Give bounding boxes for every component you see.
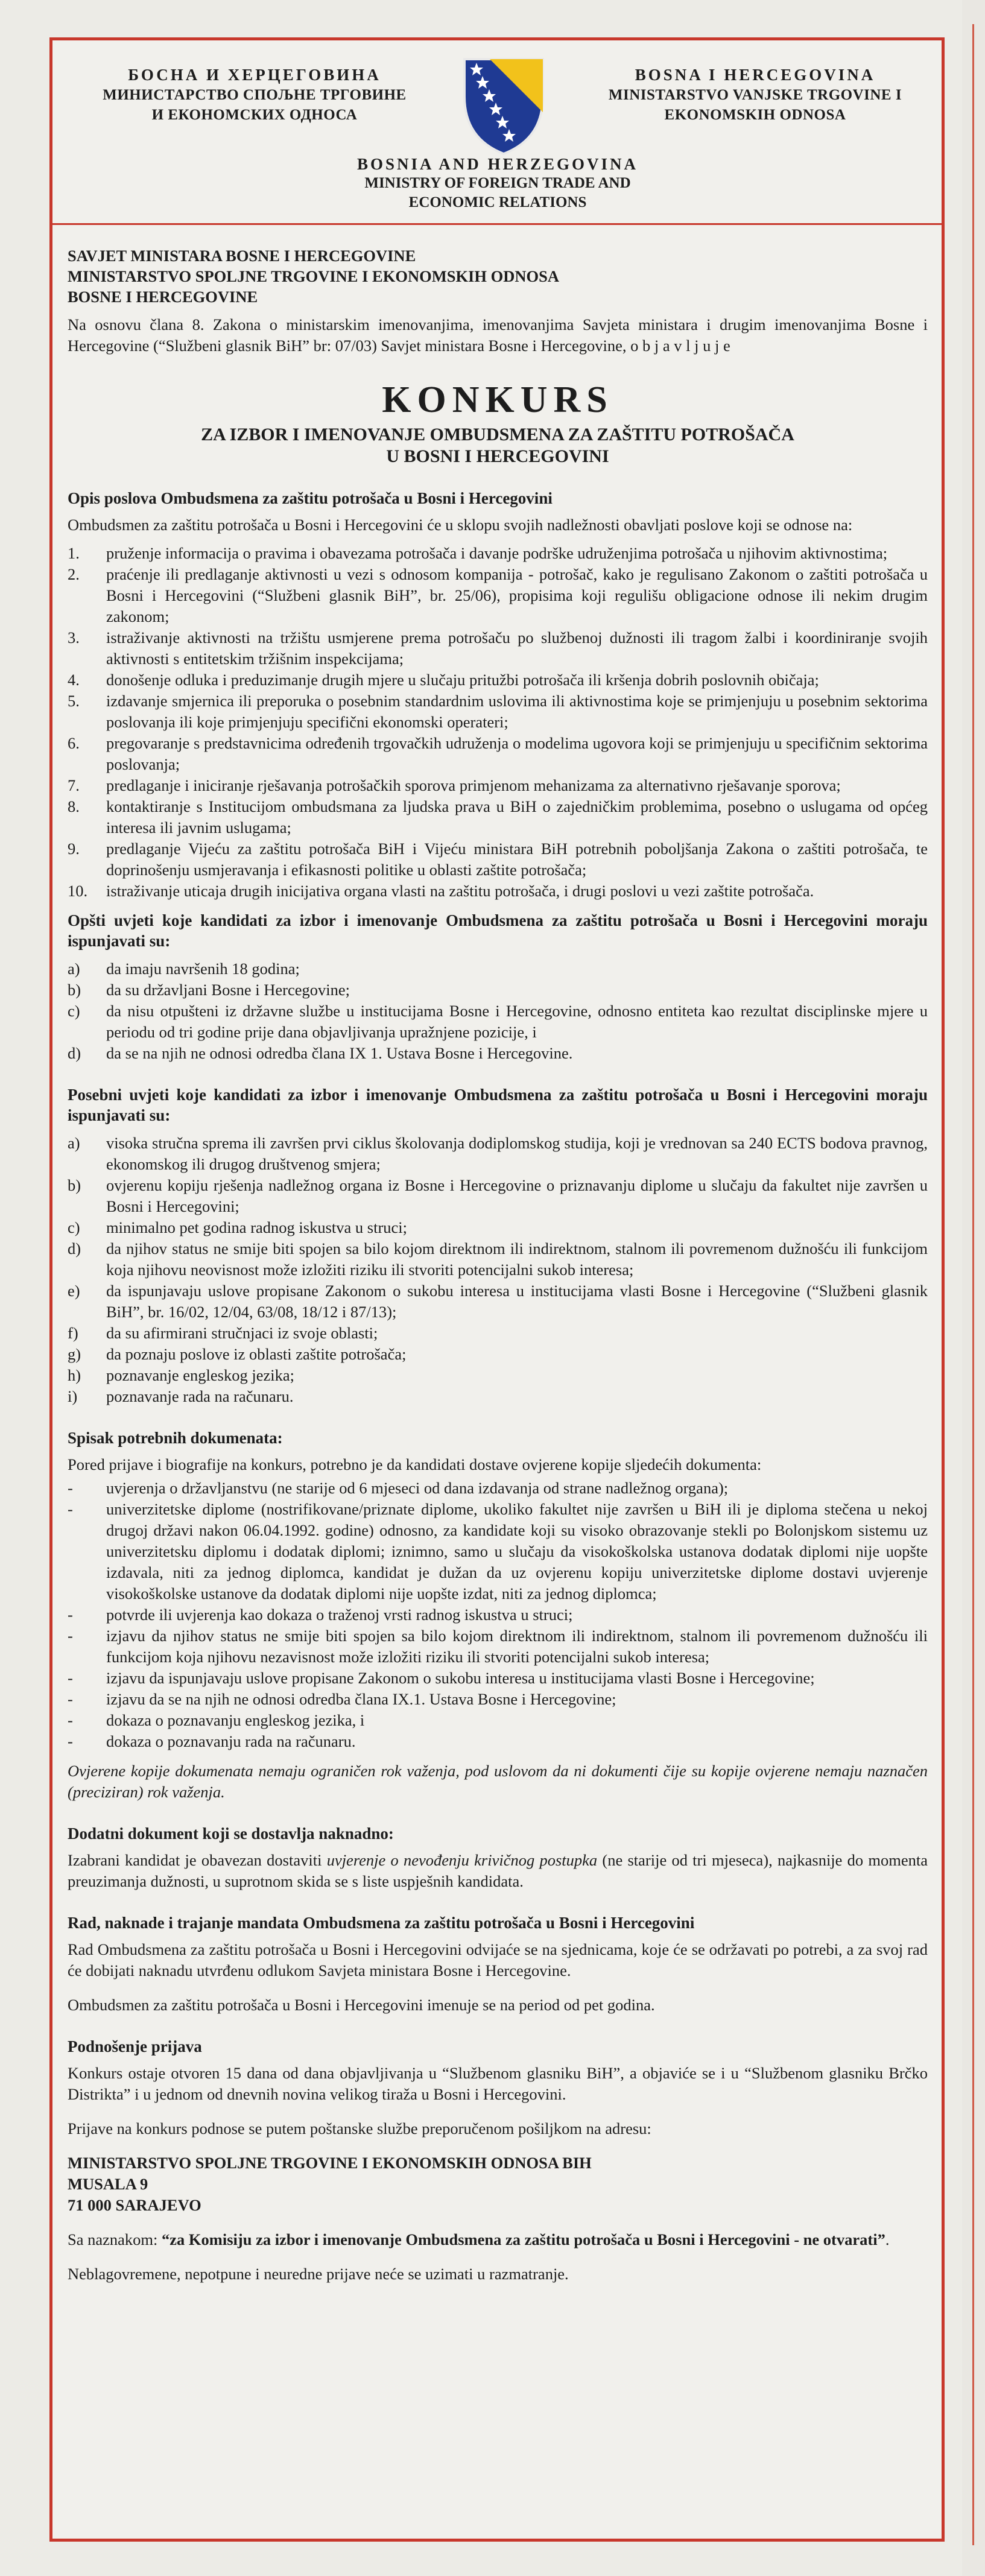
list-marker: 6. [68, 734, 80, 752]
list-marker: e) [68, 1282, 80, 1300]
list-marker: f) [68, 1324, 78, 1342]
list-marker: d) [68, 1239, 81, 1258]
adjacent-frame-edge [972, 24, 974, 2545]
text-span: (ne starije od tri mjeseca), najkasnije do momenta preuzimanja dužnosti, u suprotnom skida se s liste uspješnih kandidata. [68, 1851, 928, 1890]
list-marker: a) [68, 1134, 80, 1152]
section-heading-documents: Spisak potrebnih dokumenata: [68, 1429, 283, 1447]
header-lat-line-2: MINISTARSTVO VANJSKE TRGOVINE I [608, 87, 902, 103]
special-condition-item [68, 1323, 928, 1344]
general-condition-item [68, 1043, 928, 1064]
header-cyr-line-3: И ЕКОНОМСКИХ ОДНОСА [151, 107, 358, 123]
list-marker: 10. [68, 882, 88, 900]
list-text: visoka stručna sprema ili završen prvi ciklus školovanja dodiplomskog studija, koji je vrednovan sa 240 ECTS bodova pravnog, ekonomskog ili drugog društvenog smjera; [106, 1134, 928, 1173]
duty-item [68, 691, 928, 733]
list-text: da su afirmirani stručnjaci iz svoje oblasti; [106, 1324, 378, 1342]
header-eng-line-3: ECONOMIC RELATIONS [408, 194, 587, 210]
documents-list [68, 1478, 928, 1752]
bih-coat-of-arms-icon [458, 54, 549, 157]
duty-item [68, 796, 928, 838]
document-title: KONKURS [382, 379, 613, 420]
duty-item [68, 733, 928, 775]
ministry-header [68, 65, 928, 225]
sender-line: BOSNE I HERCEGOVINE [68, 288, 258, 306]
section-heading-special-conditions: Posebni uvjeti koje kandidati za izbor i imenovanje Ombudsmena za zaštitu potrošača u Bosni i Hercegovini moraju ispunjavati su: [68, 1086, 928, 1124]
special-condition-item [68, 1175, 928, 1217]
section-lead: Ombudsmen za zaštitu potrošača u Bosni i Hercegovini će u sklopu svojih nadležnosti obavljati poslove koji se odnose na: [68, 516, 853, 534]
list-text: istraživanje uticaja drugih inicijativa organa vlasti na zaštitu potrošača, i drugi poslovi u vezi zaštite potrošača. [106, 882, 814, 900]
duties-list [68, 543, 928, 902]
duty-item [68, 775, 928, 796]
section-heading-mandate: Rad, naknade i trajanje mandata Ombudsmena za zaštitu potrošača u Bosni i Hercegovini [68, 1914, 695, 1932]
header-lat-line-1: BOSNA I HERCEGOVINA [635, 66, 876, 84]
header-eng-line-2: MINISTRY OF FOREIGN TRADE AND [364, 175, 631, 191]
general-condition-item [68, 958, 928, 979]
general-condition-item [68, 979, 928, 1001]
special-condition-item [68, 1238, 928, 1280]
general-conditions-list [68, 958, 928, 1064]
list-text: da njihov status ne smije biti spojen sa bilo kojom direktnom ili indirektnom, stalnom ili povremenom dužnošću ili funkcijom koja njihovu neovisnost može izložiti riziku ili stvoriti potencijalni sukob interesa; [106, 1239, 928, 1279]
section-heading-applications: Podnošenje prijava [68, 2037, 202, 2055]
general-condition-item [68, 1001, 928, 1043]
address-line: MUSALA 9 [68, 2175, 148, 2193]
list-marker: c) [68, 1218, 80, 1236]
duty-item [68, 543, 928, 564]
list-text: da su državljani Bosne i Hercegovine; [106, 981, 350, 999]
text-span: . [885, 2230, 890, 2248]
section-heading-general-conditions: Opšti uvjeti koje kandidati za izbor i imenovanje Ombudsmena za zaštitu potrošača u Bosni i Hercegovini moraju ispunjavati su: [68, 911, 928, 950]
applications-paragraph-2: Prijave na konkurs podnose se putem poštanske službe preporučenom pošiljkom na adresu: [68, 2119, 651, 2138]
list-marker: a) [68, 960, 80, 978]
duty-item [68, 881, 928, 902]
list-marker: d) [68, 1044, 81, 1062]
list-text: istraživanje aktivnosti na tržištu usmjerene prema potrošaču po službenoj dužnosti ili tragom žalbi i koordiniranje svojih aktivnosti s entitetskim tržišnim inspekcijama; [106, 628, 928, 668]
announcement-content [68, 65, 928, 2285]
certificate-name: uvjerenje o nevođenju krivičnog postupka [326, 1851, 598, 1869]
document-item: - dokaza o poznavanju rada na računaru. [68, 1731, 928, 1752]
list-marker: i) [68, 1387, 78, 1405]
header-cyr-line-1: БОСНА И ХЕРЦЕГОВИНА [128, 66, 381, 84]
document-item: - univerzitetske diplome (nostrifikovane/priznate diplome, ukoliko fakultet nije završen u BiH ili je diploma stečena u nekoj drugoj državi nakon 06.04.1992. godine) odnosno, za kandidate koji su visoko obrazovanje stekli po Bolonjskom sistemu uz univerzitetsku diplomu i dodatak diplomi; iznimno, samo u slučaju da visokoškolska ustanova dodatak diplomi nije uopšte izdavala, niti za jednog diplomca, kandidat je dužan da uz ovjerenu kopiju univerzitetske diplome dostavi uvjerenje visokoškolske ustanove da dodatak diplomi nije uopšte izdat, niti za jednog diplomca; [68, 1499, 928, 1604]
additional-document-text [68, 1850, 928, 1892]
subtitle-line-1: ZA IZBOR I IMENOVANJE OMBUDSMENA ZA ZAŠTITU POTROŠAČA [201, 425, 794, 445]
list-marker: 9. [68, 840, 80, 858]
section-heading-job-description: Opis poslova Ombudsmena za zaštitu potrošača u Bosni i Hercegovini [68, 489, 553, 507]
address-line: 71 000 SARAJEVO [68, 2196, 201, 2214]
closing-note: Neblagovremene, nepotpune i neuredne prijave neće se uzimati u razmatranje. [68, 2265, 569, 2283]
header-lat-line-3: EKONOMSKIH ODNOSA [664, 107, 846, 123]
mailing-address [68, 2153, 928, 2216]
list-marker: 3. [68, 628, 80, 647]
address-line: MINISTARSTVO SPOLJNE TRGOVINE I EKONOMSKIH ODNOSA BIH [68, 2154, 592, 2172]
document-item: - potvrde ili uvjerenja kao dokaza o traženoj vrsti radnog iskustva u struci; [68, 1604, 928, 1625]
list-text: predlaganje i iniciranje rješavanja potrošačkih sporova primjenom mehanizama za alternativno rješavanje sporova; [106, 776, 841, 794]
sender-line: MINISTARSTVO SPOLJNE TRGOVINE I EKONOMSKIH ODNOSA [68, 267, 559, 285]
special-condition-item [68, 1344, 928, 1365]
list-text: kontaktiranje s Institucijom ombudsmana za ljudska prava u BiH o zajedničkim problemima, posebno o uslugama od općeg interesa ili javnim uslugama; [106, 797, 928, 837]
special-condition-item [68, 1365, 928, 1386]
list-marker: 4. [68, 671, 80, 689]
document-item: - izjavu da ispunjavaju uslove propisane Zakonom o sukobu interesa u institucijama vlasti Bosne i Hercegovine; [68, 1668, 928, 1689]
sender-block [68, 245, 928, 307]
list-text: da poznaju poslove iz oblasti zaštite potrošača; [106, 1345, 407, 1363]
marking-text: “za Komisiju za izbor i imenovanje Ombudsmena za zaštitu potrošača u Bosni i Hercegovini - ne otvarati” [162, 2230, 885, 2248]
list-text: da se na njih ne odnosi odredba člana IX 1. Ustava Bosne i Hercegovine. [106, 1044, 573, 1062]
duty-item [68, 564, 928, 627]
list-text: donošenje odluka i preduzimanje drugih mjere u slučaju pritužbi potrošača ili kršenja dobrih poslovnih običaja; [106, 671, 819, 689]
sender-line: SAVJET MINISTARA BOSNE I HERCEGOVINE [68, 247, 416, 265]
envelope-marking [68, 2229, 928, 2250]
list-text: da imaju navršenih 18 godina; [106, 960, 300, 978]
duty-item [68, 838, 928, 881]
list-text: pregovaranje s predstavnicima određenih trgovačkih udruženja o modelima ugovora koji se primjenjuju u specifičnim sektorima poslovanja; [106, 734, 928, 773]
list-marker: 1. [68, 544, 80, 562]
special-condition-item [68, 1386, 928, 1407]
list-text: pruženje informacija o pravima i obavezama potrošača i davanje podrške udruženjima potrošača u njihovim aktivnostima; [106, 544, 888, 562]
list-text: ovjerenu kopiju rješenja nadležnog organa iz Bosne i Hercegovine o priznavanju diplome u slučaju da fakultet nije završen u Bosni i Hercegovini; [106, 1176, 928, 1215]
list-text: da ispunjavaju uslove propisane Zakonom o sukobu interesa u institucijama vlasti Bosne i Hercegovine (“Službeni glasnik BiH”, br. 16/02, 12/04, 63/08, 18/12 i 87/13); [106, 1282, 928, 1321]
announcement-body [68, 245, 928, 2285]
duty-item [68, 669, 928, 691]
document-item: - izjavu da njihov status ne smije biti spojen sa bilo kojom direktnom ili indirektnom, stalnom ili povremenom dužnošću ili funkcijom koja njihovu nezavisnost može izložiti riziku ili stvoriti potencijalni sukob interesa; [68, 1625, 928, 1668]
header-latin [586, 65, 924, 125]
applications-paragraph-1: Konkurs ostaje otvoren 15 dana od dana objavljivanja u “Službenom glasniku BiH”, a objaviće se i u “Službenom glasniku Brčko Distrikta” i u jednom od dnevnih novina velikog tiraža u Bosni i Hercegovini. [68, 2064, 928, 2103]
list-text: poznavanje engleskog jezika; [106, 1366, 294, 1384]
text-span: Sa naznakom: [68, 2230, 162, 2248]
header-eng-line-1: BOSNIA AND HERZEGOVINA [356, 155, 639, 173]
list-text: poznavanje rada na računaru. [106, 1387, 294, 1405]
list-marker: 7. [68, 776, 80, 794]
list-marker: h) [68, 1366, 81, 1384]
documents-note: Ovjerene kopije dokumenata nemaju ograničen rok važenja, pod uslovom da ni dokumenti čije su kopije ovjerene nemaju naznačen (preciziran) rok važenja. [68, 1762, 928, 1801]
header-cyr-line-2: МИНИСТАРСТВО СПОЉНЕ ТРГОВИНЕ [103, 87, 407, 103]
list-marker: 5. [68, 692, 80, 710]
list-text: praćenje ili predlaganje aktivnosti u vezi s odnosom kompanija - potrošač, kako je regulisano Zakonom o zaštiti potrošača u Bosni i Hercegovini (“Službeni glasnik BiH”, br. 25/06), propisima koji regulišu obligacione odnose ili nekim drugim zakonom; [106, 565, 928, 625]
text-span: Izabrani kandidat je obavezan dostaviti [68, 1851, 327, 1869]
mandate-paragraph-1: Rad Ombudsmena za zaštitu potrošača u Bosni i Hercegovini odvijaće se na sjednicama, koje će se održavati po potrebi, a za svoj rad će dobijati naknadu utvrđenu odlukom Savjeta ministara Bosne i Hercegovine. [68, 1940, 928, 1979]
header-english [249, 154, 747, 212]
special-condition-item [68, 1280, 928, 1323]
list-marker: g) [68, 1345, 81, 1363]
header-divider [49, 223, 945, 225]
special-condition-item [68, 1133, 928, 1175]
section-heading-additional-document: Dodatni dokument koji se dostavlja naknadno: [68, 1824, 394, 1843]
list-marker: 8. [68, 797, 80, 815]
mandate-paragraph-2: Ombudsmen za zaštitu potrošača u Bosni i Hercegovini imenuje se na period od pet godina. [68, 1996, 655, 2014]
list-text: izdavanje smjernica ili preporuka o posebnim standardnim uslovima ili aktivnostima koje se primjenjuju u posebnim sektorima poslovanja ili koje primjenjuju specifični ekonomski operateri; [106, 692, 928, 731]
special-conditions-list [68, 1133, 928, 1407]
document-item: - dokaza o poznavanju engleskog jezika, i [68, 1710, 928, 1731]
special-condition-item [68, 1217, 928, 1238]
list-marker: b) [68, 981, 81, 999]
legal-basis-intro: Na osnovu člana 8. Zakona o ministarskim imenovanjima, imenovanjima Savjeta ministara i drugim imenovanjima Bosne i Hercegovine (“Službeni glasnik BiH” br: 07/03) Savjet ministara Bosne i Hercegovine, o b j a v l j u j e [68, 315, 928, 355]
list-text: minimalno pet godina radnog iskustva u struci; [106, 1218, 408, 1236]
list-marker: b) [68, 1176, 81, 1194]
list-text: predlaganje Vijeću za zaštitu potrošača BiH i Vijeću ministara BiH potrebnih poboljšanja Zakona o zaštiti potrošača, te doprinošenju usmjeravanja i efikasnosti politike u oblasti zaštite potrošača; [106, 840, 928, 879]
list-marker: c) [68, 1002, 80, 1020]
document-item: - izjavu da se na njih ne odnosi odredba člana IX.1. Ustava Bosne i Hercegovine; [68, 1689, 928, 1710]
header-cyrillic [86, 65, 423, 125]
section-lead: Pored prijave i biografije na konkurs, potrebno je da kandidati dostave ovjerene kopije sljedećih dokumenta: [68, 1455, 762, 1473]
subtitle-line-2: U BOSNI I HERCEGOVINI [386, 446, 609, 466]
list-text: da nisu otpušteni iz državne službe u institucijama Bosne i Hercegovine, odnosno entiteta kao rezultat disciplinske mjere u periodu od tri godine prije dana objavljivanja upražnjene pozicije, i [106, 1002, 928, 1041]
duty-item [68, 627, 928, 669]
document-subtitle [68, 424, 928, 467]
list-marker: 2. [68, 565, 80, 583]
document-item: - uvjerenja o državljanstvu (ne starije od 6 mjeseci od dana izdavanja od strane nadležnog organa); [68, 1478, 928, 1499]
